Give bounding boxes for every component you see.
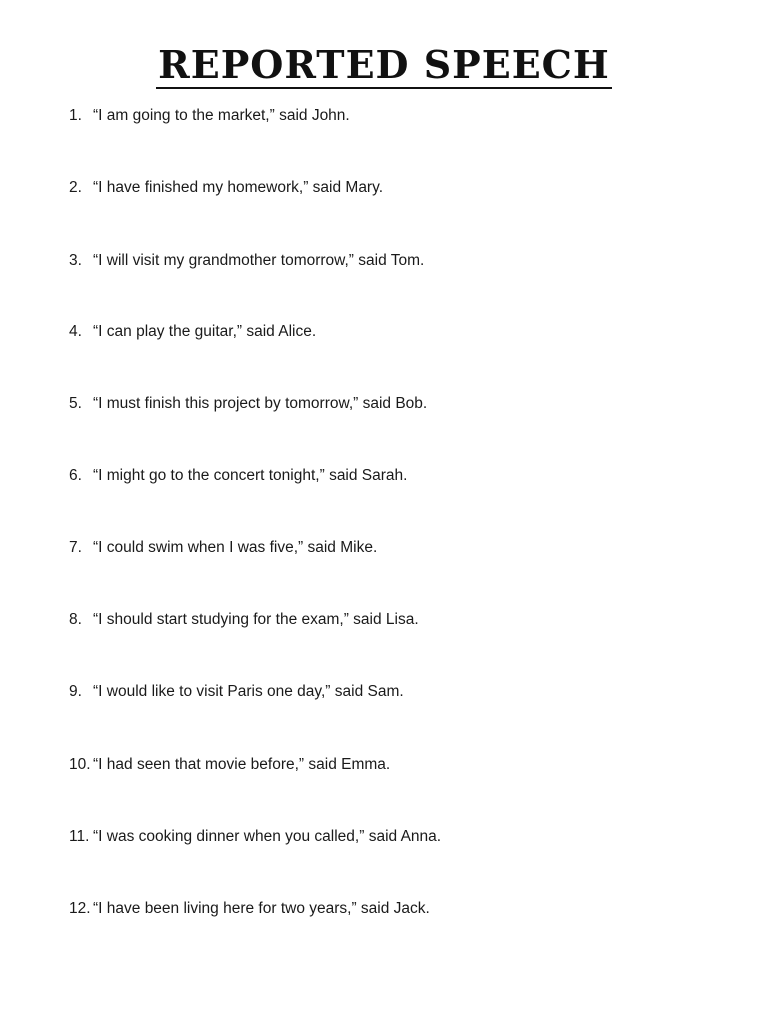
item-text: “I will visit my grandmother tomorrow,” said Tom. xyxy=(93,252,425,269)
item-text: “I would like to visit Paris one day,” said Sam. xyxy=(93,683,404,700)
item-number: 4. xyxy=(69,323,82,340)
item-text: “I am going to the market,” said John. xyxy=(93,107,350,124)
item-number: 3. xyxy=(69,252,82,269)
item-text: “I could swim when I was five,” said Mike. xyxy=(93,539,378,556)
item-number: 10. xyxy=(69,756,91,773)
list-item xyxy=(69,322,316,342)
item-number: 11. xyxy=(69,828,90,845)
list-item xyxy=(69,538,377,558)
list-item xyxy=(69,755,390,775)
item-text: “I must finish this project by tomorrow,” said Bob. xyxy=(93,395,428,412)
item-number: 8. xyxy=(69,611,82,628)
list-item xyxy=(69,899,430,919)
item-text: “I might go to the concert tonight,” said Sarah. xyxy=(93,467,408,484)
list-item xyxy=(69,106,350,126)
item-text: “I was cooking dinner when you called,” said Anna. xyxy=(93,828,442,845)
list-item xyxy=(69,394,427,414)
item-text: “I should start studying for the exam,” said Lisa. xyxy=(93,611,419,628)
item-text: “I have been living here for two years,” said Jack. xyxy=(93,900,430,917)
item-number: 6. xyxy=(69,467,82,484)
item-number: 9. xyxy=(69,683,82,700)
item-number: 12. xyxy=(69,900,91,917)
list-item xyxy=(69,682,404,702)
list-item xyxy=(69,827,441,847)
list-item xyxy=(69,610,419,630)
list-item xyxy=(69,466,407,486)
item-number: 5. xyxy=(69,395,82,412)
item-number: 2. xyxy=(69,179,82,196)
item-text: “I have finished my homework,” said Mary. xyxy=(93,179,384,196)
page-title-text: REPORTED SPEECH xyxy=(158,42,610,87)
item-text: “I can play the guitar,” said Alice. xyxy=(93,323,317,340)
item-number: 1. xyxy=(69,107,82,124)
list-item xyxy=(69,178,383,198)
item-number: 7. xyxy=(69,539,82,556)
list-item xyxy=(69,251,424,271)
item-text: “I had seen that movie before,” said Emma. xyxy=(93,756,391,773)
